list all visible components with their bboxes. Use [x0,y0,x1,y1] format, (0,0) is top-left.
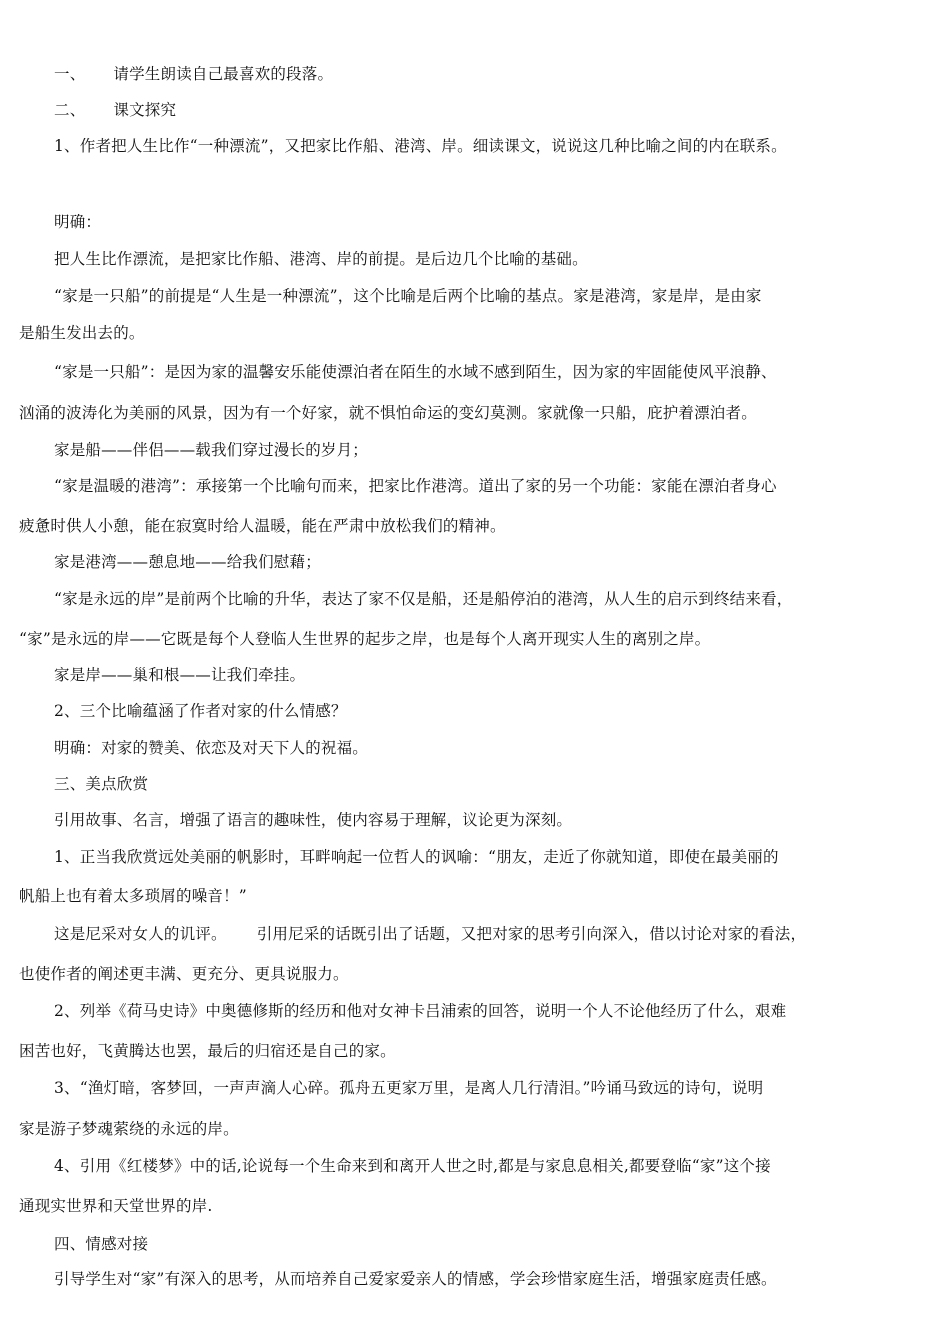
answer-label: 明确： [54,213,102,231]
paragraph-line: 困苦也好，飞黄腾达也罢，最后的归宿还是自己的家。 [19,1042,396,1060]
paragraph-line: “家是一只船”：是因为家的温馨安乐能使漂泊者在陌生的水域不感到陌生，因为家的牢固能使风平浪静、 [54,363,777,381]
paragraph-line: 家是港湾——憩息地——给我们慰藉； [54,553,321,571]
paragraph-line: 通现实世界和天堂世界的岸. [19,1197,213,1215]
question-two: 2、三个比喻蕴涵了作者对家的什么情感？ [54,702,347,720]
paragraph-line: 4、引用《红楼梦》中的话,论说每一个生命来到和离开人世之时,都是与家息息相关,都要登临“家”这个接 [54,1157,771,1175]
paragraph-line: “家是一只船”的前提是“人生是一种漂流”，这个比喻是后两个比喻的基点。家是港湾，家是岸，是由家 [54,287,762,305]
paragraph-line [54,924,806,944]
section-two-heading [54,100,176,120]
section-three-heading: 三、美点欣赏 [54,775,149,793]
section-text: 课文探究 [113,101,177,119]
paragraph-line: 汹涌的波涛化为美丽的风景，因为有一个好家，就不惧怕命运的变幻莫测。家就像一只船，庇护着漂泊者。 [19,404,757,422]
paragraph-text: 引用尼采的话既引出了话题，又把对家的思考引向深入，借以讨论对家的看法， [256,925,807,943]
paragraph-line: 2、列举《荷马史诗》中奥德修斯的经历和他对女神卡吕浦索的回答，说明一个人不论他经历了什么，艰难 [54,1002,787,1020]
paragraph-line: 帆船上也有着太多琐屑的噪音！” [19,887,247,905]
paragraph-line: 引导学生对“家”有深入的思考，从而培养自己爱家爱亲人的情感，学会珍惜家庭生活，增强家庭责任感。 [54,1270,777,1288]
paragraph-line: “家是永远的岸”是前两个比喻的升华，表达了家不仅是船，还是船停泊的港湾，从人生的启示到终结来看， [54,590,793,608]
paragraph-text: 这是尼采对女人的讥评。 [54,925,227,943]
section-text: 请学生朗读自己最喜欢的段落。 [113,65,334,83]
question-one: 1、作者把人生比作“一种漂流”，又把家比作船、港湾、岸。细读课文，说说这几种比喻之间的内在联系。 [54,137,787,155]
section-number: 二、 [54,101,86,119]
paragraph-line: 家是游子梦魂萦绕的永远的岸。 [19,1120,239,1138]
paragraph-line: “家”是永远的岸——它既是每个人登临人生世界的起步之岸，也是每个人离开现实人生的离别之岸。 [19,630,711,648]
section-number: 一、 [54,65,86,83]
paragraph-line: 引用故事、名言，增强了语言的趣味性，使内容易于理解，议论更为深刻。 [54,811,573,829]
paragraph-line: 3、“渔灯暗，客梦回，一声声滴人心碎。孤舟五更家万里，是离人几行清泪。”吟诵马致远的诗句，说明 [54,1079,764,1097]
paragraph-line: 把人生比作漂流，是把家比作船、港湾、岸的前提。是后边几个比喻的基础。 [54,250,588,268]
section-one-line [54,64,333,84]
paragraph-line: 是船生发出去的。 [19,324,145,342]
section-four-heading: 四、情感对接 [54,1235,149,1253]
paragraph-line: 家是船——伴侣——载我们穿过漫长的岁月； [54,441,369,459]
paragraph-line: 也使作者的阐述更丰满、更充分、更具说服力。 [19,965,349,983]
paragraph-line: 明确：对家的赞美、依恋及对天下人的祝福。 [54,739,369,757]
paragraph-line: 1、正当我欣赏远处美丽的帆影时，耳畔响起一位哲人的讽喻：“朋友，走近了你就知道，即使在最美丽的 [54,848,779,866]
paragraph-line: “家是温暖的港湾”：承接第一个比喻句而来，把家比作港湾。道出了家的另一个功能：家能在漂泊者身心 [54,477,777,495]
paragraph-line: 家是岸——巢和根——让我们牵挂。 [54,666,306,684]
paragraph-line: 疲惫时供人小憩，能在寂寞时给人温暖，能在严肃中放松我们的精神。 [19,517,506,535]
